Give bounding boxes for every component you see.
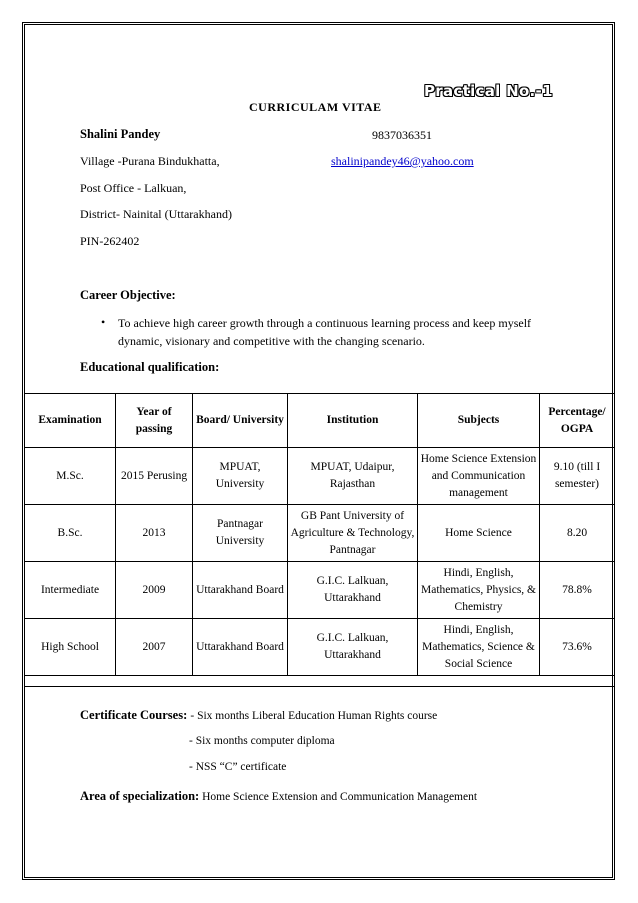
table-cell: Hindi, English, Mathematics, Physics, & Chemistry xyxy=(418,562,540,619)
education-table xyxy=(24,393,615,676)
specialization-section xyxy=(80,787,477,805)
certificate-section xyxy=(80,706,437,724)
table-cell: 2007 xyxy=(116,619,193,676)
table-header-row xyxy=(25,394,615,448)
education-heading: Educational qualification: xyxy=(80,360,220,374)
column-header: Year of passing xyxy=(116,394,193,448)
table-cell: High School xyxy=(25,619,116,676)
address-post-office: Post Office - Lalkuan, xyxy=(80,181,187,195)
column-header: Board/ University xyxy=(193,394,288,448)
table-row xyxy=(25,505,615,562)
table-cell: 8.20 xyxy=(540,505,615,562)
column-header: Percentage/ OGPA xyxy=(540,394,615,448)
column-header: Subjects xyxy=(418,394,540,448)
specialization-text: Home Science Extension and Communication Management xyxy=(199,791,478,803)
table-cell: 2013 xyxy=(116,505,193,562)
table-cell: 73.6% xyxy=(540,619,615,676)
table-cell: G.I.C. Lalkuan, Uttarakhand xyxy=(288,619,418,676)
table-cell: 2015 Perusing xyxy=(116,448,193,505)
specialization-label: Area of specialization: xyxy=(80,789,200,803)
address-pin: PIN-262402 xyxy=(80,234,140,248)
column-header: Institution xyxy=(288,394,418,448)
table-row xyxy=(25,619,615,676)
practical-number: Practical No.-1 xyxy=(424,82,553,100)
table-cell: Home Science xyxy=(418,505,540,562)
table-cell: Intermediate xyxy=(25,562,116,619)
bullet-icon: • xyxy=(101,315,106,329)
table-cell: MPUAT, Udaipur, Rajasthan xyxy=(288,448,418,505)
career-objective-heading: Career Objective: xyxy=(80,288,176,302)
table-cell: Hindi, English, Mathematics, Science & Social Science xyxy=(418,619,540,676)
table-cell: 9.10 (till I semester) xyxy=(540,448,615,505)
email-link[interactable]: shalinipandey46@yahoo.com xyxy=(331,154,474,168)
table-cell: Uttarakhand Board xyxy=(193,619,288,676)
address-district: District- Nainital (Uttarakhand) xyxy=(80,207,232,221)
cv-title: CURRICULAM VITAE xyxy=(249,100,382,114)
table-cell: B.Sc. xyxy=(25,505,116,562)
address-village: Village -Purana Bindukhatta, xyxy=(80,154,220,168)
table-cell: M.Sc. xyxy=(25,448,116,505)
table-row xyxy=(25,562,615,619)
table-cell: Uttarakhand Board xyxy=(193,562,288,619)
table-cell: G.I.C. Lalkuan, Uttarakhand xyxy=(288,562,418,619)
table-cell: GB Pant University of Agriculture & Technology, Pantnagar xyxy=(288,505,418,562)
certificate-label: Certificate Courses: xyxy=(80,708,191,722)
candidate-name: Shalini Pandey xyxy=(80,127,161,141)
table-cell: MPUAT, University xyxy=(193,448,288,505)
table-row xyxy=(25,448,615,505)
column-header: Examination xyxy=(25,394,116,448)
certificate-item: - NSS “C” certificate xyxy=(189,761,287,773)
certificate-item: - Six months computer diploma xyxy=(189,735,335,747)
phone-number: 9837036351 xyxy=(372,128,432,142)
section-divider xyxy=(24,686,614,687)
table-cell: Home Science Extension and Communication management xyxy=(418,448,540,505)
table-cell: 2009 xyxy=(116,562,193,619)
table-cell: Pantnagar University xyxy=(193,505,288,562)
table-cell: 78.8% xyxy=(540,562,615,619)
certificate-item: - Six months Liberal Education Human Rights course xyxy=(190,710,438,722)
career-objective-text: To achieve high career growth through a continuous learning process and keep myself dynamic, visionary and competitive with the changing scenario. xyxy=(118,316,532,348)
